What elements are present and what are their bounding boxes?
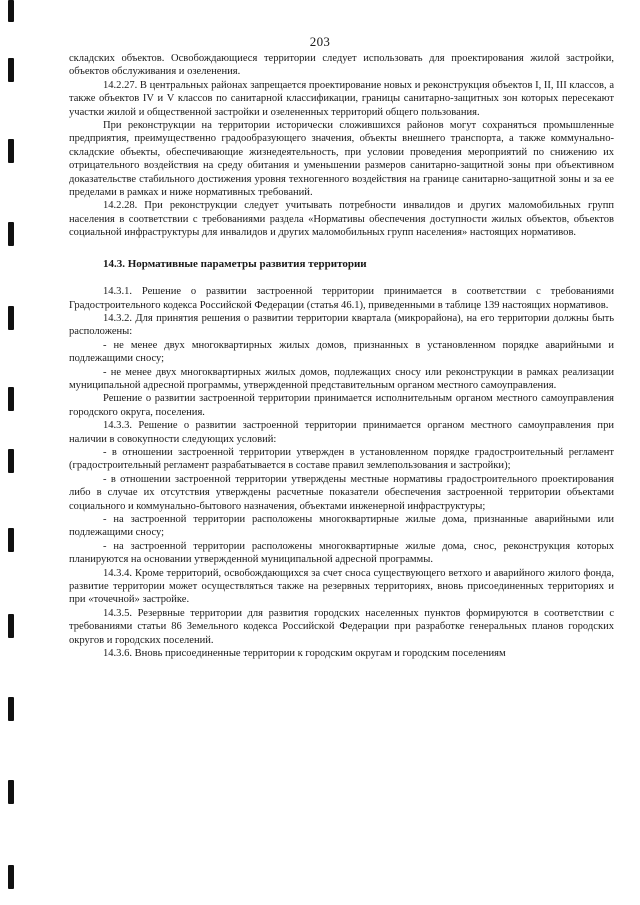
binding-mark — [8, 0, 14, 22]
page-body — [69, 52, 614, 660]
binding-mark — [8, 58, 14, 82]
paragraph-14-3-4: 14.3.4. Кроме территорий, освобождающихся за счет сноса существующего ветхого и аварийного жилого фонда, развитие территории может осуществляться также на резервных территориях, вновь присоединенных территориях и при «точечной» застройке. — [69, 567, 614, 606]
binding-mark — [8, 528, 14, 552]
binding-mark — [8, 222, 14, 246]
page-number: 203 — [309, 34, 331, 49]
binding-mark — [8, 614, 14, 638]
paragraph-14-2-28: 14.2.28. При реконструкции следует учитывать потребности инвалидов и других маломобильных групп населения в соответствии с требованиями раздела «Нормативы обеспечения доступности жилых объектов, объектов социальной инфраструктуры для инвалидов и других маломобильных групп населения» настоящих нормативов. — [69, 200, 614, 239]
paragraph-continuation: складских объектов. Освобождающиеся территории следует использовать для проектирования жилой застройки, объектов обслуживания и озеленения. — [69, 53, 614, 78]
list-item: - не менее двух многоквартирных жилых домов, признанных в установленном порядке аварийными и подлежащими сносу; — [69, 339, 614, 365]
binding-mark — [8, 449, 14, 473]
paragraph-reconstruction: При реконструкции на территории исторически сложившихся районов могут сохраняться промышленные предприятия, преимущественно градообразующего значения, объекты внешнего транспорта, а также коммунально-складские объекты, обеспечивающие жизнедеятельность, при условии проведения мероприятий по снижению их отрицательного воздействия на среду обитания и уменьшении размеров санитарно-защитной зоны при объективном доказательстве стабильного достижения уровня техногенного воздействия на границе санитарно-защитной зоны и за ее пределами в рамках и ниже нормативных требований. — [69, 120, 614, 199]
binding-mark — [8, 306, 14, 330]
paragraph-14-3-1: 14.3.1. Решение о развитии застроенной территории принимается в соответствии с требованиями Градостроительного кодекса Российской Федерации (статья 46.1), приведенными в таблице 139 настоящих нормативов. — [69, 286, 614, 311]
paragraph-14-2-27: 14.2.27. В центральных районах запрещается проектирование новых и реконструкция объектов I, II, III классов, а также объектов IV и V классов по санитарной классификации, границы санитарно-защитных зон которых пересекают участки жилой и общественной застройки и озелененных территорий общего пользования. — [69, 79, 614, 118]
paragraph-14-3-3: 14.3.3. Решение о развитии застроенной территории принимается органом местного самоуправления при наличии в совокупности следующих условий: — [69, 420, 614, 445]
section-heading: 14.3. Нормативные параметры развития территории — [103, 257, 367, 270]
paragraph-14-3-5: 14.3.5. Резервные территории для развития городских населенных пунктов формируются в соответствии с требованиями статьи 86 Земельного кодекса Российской Федерации при разработке генеральных планов городских округов и городских поселений. — [69, 607, 614, 646]
list-item: - на застроенной территории расположены многоквартирные жилые дома, признанные аварийными или подлежащими сносу; — [69, 514, 614, 539]
binding-marks — [8, 0, 16, 905]
binding-mark — [8, 780, 14, 804]
list-item: - на застроенной территории расположены многоквартирные жилые дома, снос, реконструкция которых планируются на основании утвержденной муниципальной адресной программы. — [69, 540, 614, 566]
binding-mark — [8, 697, 14, 721]
paragraph-decision: Решение о развитии застроенной территории принимается исполнительным органом местного самоуправления городского округа, поселения. — [69, 393, 614, 418]
paragraph-14-3-2: 14.3.2. Для принятия решения о развитии территории квартала (микрорайона), на его территории должны быть расположены: — [69, 312, 614, 338]
paragraph-14-3-6: 14.3.6. Вновь присоединенные территории к городским округам и городским поселениям — [103, 648, 506, 660]
list-item: - в отношении застроенной территории утвержден в установленном порядке градостроительный регламент (градостроительный регламент разрабатывается в составе правил землепользования и застройки); — [69, 446, 614, 472]
binding-mark — [8, 387, 14, 411]
list-item: - не менее двух многоквартирных жилых домов, подлежащих сносу или реконструкции в рамках реализации муниципальной адресной программы, утвержденной представительным органом местного самоуправления. — [69, 366, 614, 391]
binding-mark — [8, 865, 14, 889]
binding-mark — [8, 139, 14, 163]
list-item: - в отношении застроенной территории утверждены местные нормативы градостроительного проектирования либо в случае их отсутствия утверждены расчетные показатели обеспечения застроенной территории объектами социального и коммунально-бытового назначения, объектами инженерной инфраструктуры; — [69, 473, 614, 512]
